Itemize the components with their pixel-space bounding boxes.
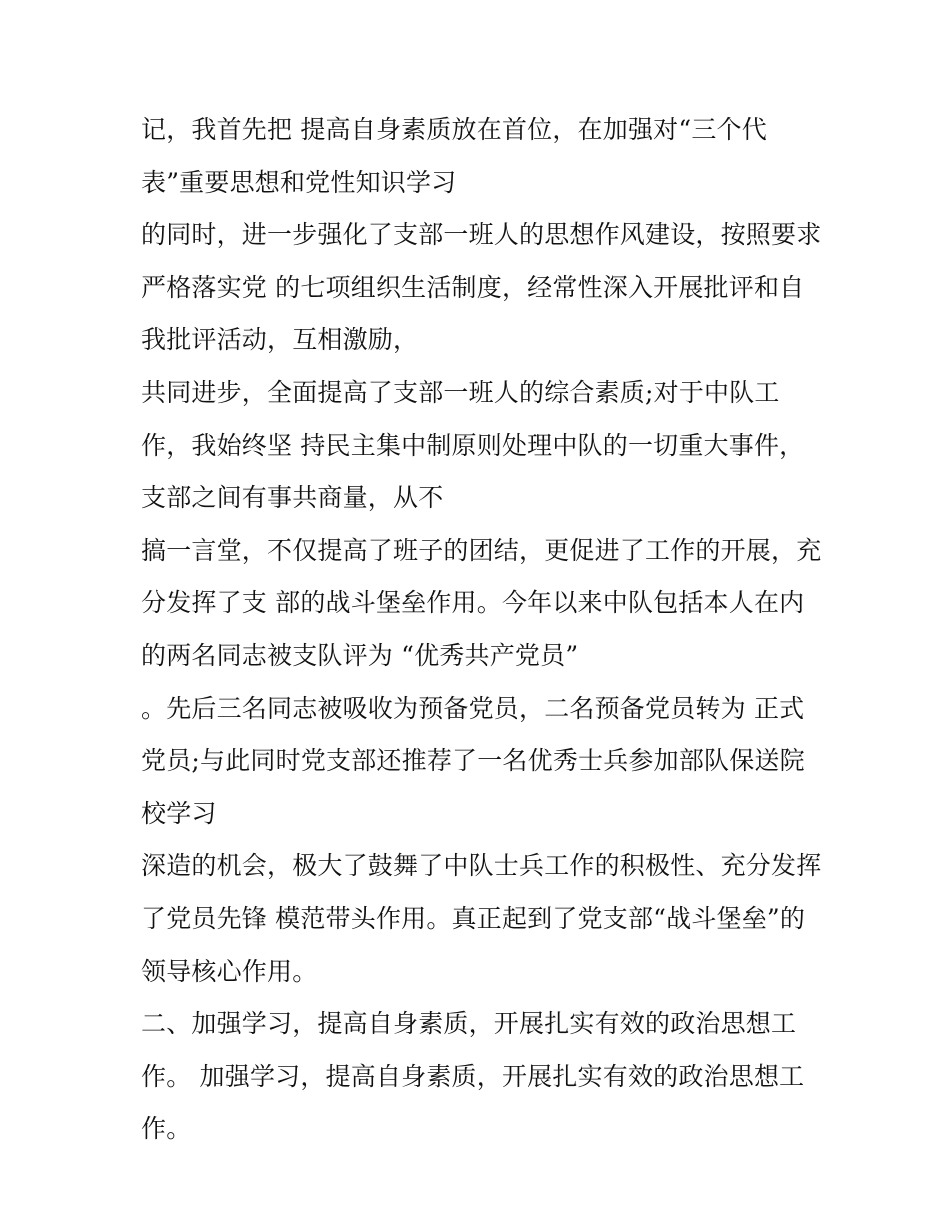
text-line: 严格落实党 的七项组织生活制度，经常性深入开展批评和自	[141, 272, 805, 302]
document-body	[141, 108, 821, 1160]
text-line: 二、加强学习，提高自身素质，开展扎实有效的政治思想工	[141, 1009, 797, 1039]
text-line: 作。 加强学习，提高自身素质，开展扎实有效的政治思想工	[141, 1061, 805, 1091]
text-line: 深造的机会，极大了鼓舞了中队士兵工作的积极性、充分发挥	[141, 851, 822, 881]
text-line: 记，我首先把 提高自身素质放在首位，在加强对“三个代	[141, 115, 767, 144]
text-line: 搞一言堂，不仅提高了班子的团结，更促进了工作的开展，充	[141, 535, 822, 565]
text-line: 分发挥了支 部的战斗堡垒作用。今年以来中队包括本人在内	[141, 588, 805, 618]
text-line: 的两名同志被支队评为 “优秀共产党员”	[141, 640, 579, 670]
text-line: 支部之间有事共商量，从不	[141, 483, 444, 513]
text-line: 表”重要思想和党性知识学习	[141, 167, 457, 197]
text-line: 作。	[141, 1114, 192, 1144]
text-line: 党员;与此同时党支部还推荐了一名优秀士兵参加部队保送院	[141, 746, 805, 776]
text-line: 我批评活动，互相激励，	[141, 325, 419, 355]
text-line: 校学习	[141, 798, 217, 828]
text-line: 共同进步，全面提高了支部一班人的综合素质;对于中队工	[141, 377, 780, 407]
text-line: 了党员先锋 模范带头作用。真正起到了党支部“战斗堡垒”的	[141, 903, 806, 933]
text-line: 领导核心作用。	[141, 956, 318, 986]
text-line: 的同时，进一步强化了支部一班人的思想作风建设，按照要求	[141, 220, 822, 250]
text-line: 。先后三名同志被吸收为预备党员，二名预备党员转为 正式	[141, 693, 805, 723]
text-line: 作，我始终坚 持民主集中制原则处理中队的一切重大事件，	[141, 430, 805, 460]
